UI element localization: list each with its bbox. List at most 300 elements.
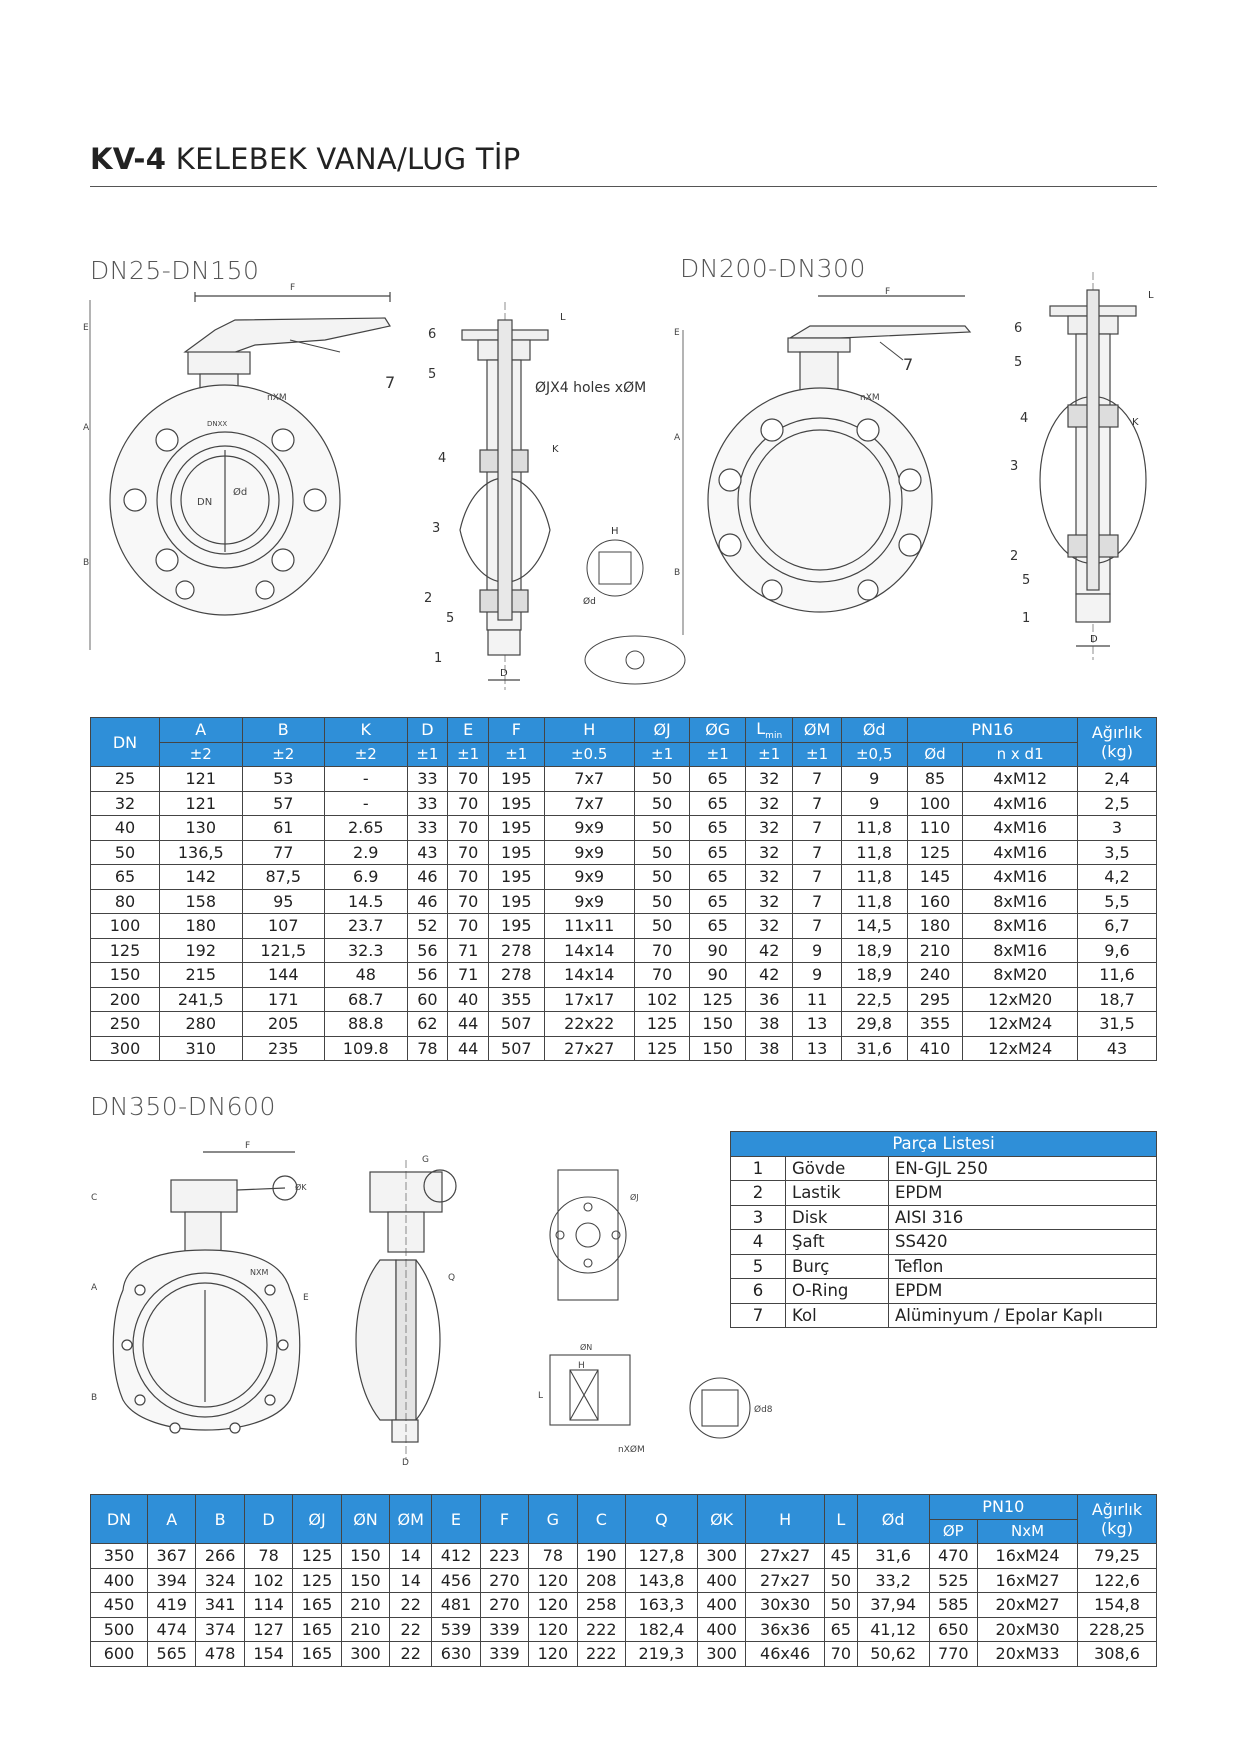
table-cell: 70 — [448, 816, 489, 841]
table-cell: 45 — [824, 1544, 857, 1569]
t1-header-weight: Ağırlık (kg) — [1078, 718, 1157, 767]
table-cell: 500 — [91, 1617, 148, 1642]
parts-row — [731, 1156, 1157, 1181]
callout-h-3: H — [578, 1361, 585, 1371]
table-cell: 650 — [929, 1617, 977, 1642]
table-cell: 70 — [634, 938, 690, 963]
table-cell: 78 — [407, 1036, 448, 1061]
table-cell: 11,8 — [841, 865, 907, 890]
table-row — [91, 1036, 1157, 1061]
t2-header: B — [196, 1495, 244, 1544]
table-cell: 43 — [1078, 1036, 1157, 1061]
table-cell: 41,12 — [857, 1617, 929, 1642]
table-cell: 65 — [690, 791, 746, 816]
table-cell: 27x27 — [544, 1036, 634, 1061]
table-cell: 585 — [929, 1593, 977, 1618]
table-cell: 145 — [907, 865, 963, 890]
table-cell: - — [325, 767, 408, 792]
callout-7: 7 — [385, 373, 396, 392]
table-cell: 50 — [634, 840, 690, 865]
table-cell: 630 — [432, 1642, 480, 1667]
table-cell: 52 — [407, 914, 448, 939]
table-cell: 339 — [480, 1642, 528, 1667]
callout-2-2: 2 — [1010, 549, 1019, 564]
callout-h: H — [611, 526, 619, 537]
t2-header: ØJ — [293, 1495, 341, 1544]
callout-nxm-3: NXM — [250, 1268, 269, 1277]
table-cell: 2.9 — [325, 840, 408, 865]
table-cell: 7 — [793, 840, 841, 865]
table-cell: 53 — [242, 767, 325, 792]
table-row — [91, 1012, 1157, 1037]
table-cell: 33 — [407, 791, 448, 816]
table-cell: 29,8 — [841, 1012, 907, 1037]
t1-header-pn16: PN16 — [907, 718, 1077, 743]
table-cell: 150 — [690, 1036, 746, 1061]
callout-5-2a: 5 — [1014, 355, 1023, 370]
table-cell: 33 — [407, 816, 448, 841]
table-cell: 210 — [341, 1593, 389, 1618]
t1-header-lmin: $L_{min}$ — [746, 718, 793, 743]
table-cell: 65 — [690, 816, 746, 841]
table-cell: 240 — [907, 963, 963, 988]
table-cell: 50 — [634, 914, 690, 939]
callout-f-3: F — [245, 1141, 251, 1151]
table-cell: 4xM16 — [963, 865, 1078, 890]
table-cell: 60 — [407, 987, 448, 1012]
t1-header-e: E — [448, 718, 489, 743]
table-cell: 270 — [480, 1568, 528, 1593]
table-cell: 38 — [746, 1036, 793, 1061]
callout-nxm-2: nXM — [860, 393, 880, 403]
table-cell: 4,2 — [1078, 865, 1157, 890]
table-cell: 180 — [907, 914, 963, 939]
table-cell: 235 — [242, 1036, 325, 1061]
table-cell: 32 — [746, 914, 793, 939]
t2-sub-nxm: NxM — [978, 1519, 1078, 1544]
table-cell: 61 — [242, 816, 325, 841]
t1-header-b: B — [242, 718, 325, 743]
table-cell: 48 — [325, 963, 408, 988]
table-cell: 125 — [907, 840, 963, 865]
table-cell: 507 — [489, 1012, 545, 1037]
callout-5a: 5 — [428, 367, 437, 382]
table-cell: 355 — [489, 987, 545, 1012]
drawing-shaft-detail — [575, 520, 695, 695]
table-cell: 5,5 — [1078, 889, 1157, 914]
parts-cell: O-Ring — [786, 1279, 889, 1304]
table-cell: 410 — [907, 1036, 963, 1061]
parts-cell: EN-GJL 250 — [889, 1156, 1157, 1181]
table-cell: 46 — [407, 889, 448, 914]
drawing-dn200-front — [674, 287, 970, 650]
table-cell: 62 — [407, 1012, 448, 1037]
table-cell: 27x27 — [746, 1568, 825, 1593]
table-cell: 144 — [242, 963, 325, 988]
parts-cell: Kol — [786, 1303, 889, 1328]
table-cell: 228,25 — [1078, 1617, 1157, 1642]
table-row — [91, 1642, 1157, 1667]
table-cell: 56 — [407, 963, 448, 988]
table-cell: 210 — [907, 938, 963, 963]
t1-header-oj: ØJ — [634, 718, 690, 743]
callout-od-detail: Ød — [583, 597, 596, 607]
parts-cell: 7 — [731, 1303, 786, 1328]
table-cell: 9x9 — [544, 840, 634, 865]
table-row — [91, 914, 1157, 939]
table-cell: 50 — [634, 865, 690, 890]
table-cell: 18,9 — [841, 963, 907, 988]
callout-a-3: A — [91, 1283, 98, 1293]
table-cell: 22,5 — [841, 987, 907, 1012]
callout-1: 1 — [434, 651, 443, 666]
table-cell: 171 — [242, 987, 325, 1012]
table-cell: 163,3 — [626, 1593, 698, 1618]
table-cell: 300 — [697, 1544, 745, 1569]
callout-d: D — [500, 668, 508, 679]
callout-6-2: 6 — [1014, 321, 1023, 336]
table-cell: 9 — [793, 938, 841, 963]
table-cell: - — [325, 791, 408, 816]
callout-5b: 5 — [446, 611, 455, 626]
t1-tol-a: ±2 — [160, 742, 243, 767]
callout-nxom: nXØM — [618, 1445, 645, 1455]
t1-header-dn: DN — [91, 718, 160, 767]
table-cell: 195 — [489, 914, 545, 939]
callout-7-2: 7 — [903, 355, 914, 374]
table-cell: 102 — [244, 1568, 292, 1593]
table-cell: 341 — [196, 1593, 244, 1618]
table-cell: 600 — [91, 1642, 148, 1667]
spec-table-dn25-300 — [90, 717, 1157, 1061]
table-cell: 300 — [91, 1036, 160, 1061]
table-cell: 300 — [697, 1642, 745, 1667]
table-cell: 219,3 — [626, 1642, 698, 1667]
table-cell: 27x27 — [746, 1544, 825, 1569]
table-cell: 9x9 — [544, 865, 634, 890]
table-cell: 32 — [91, 791, 160, 816]
table-cell: 9 — [793, 963, 841, 988]
t2-header: H — [746, 1495, 825, 1544]
callout-d-3: D — [402, 1458, 409, 1468]
table-cell: 44 — [448, 1012, 489, 1037]
table-cell: 32.3 — [325, 938, 408, 963]
table-cell: 400 — [91, 1568, 148, 1593]
table-cell: 412 — [432, 1544, 480, 1569]
callout-5-2b: 5 — [1022, 573, 1031, 588]
spec-table-dn350-600 — [90, 1494, 1157, 1667]
table-cell: 195 — [489, 767, 545, 792]
table-cell: 32 — [746, 865, 793, 890]
parts-cell: 4 — [731, 1230, 786, 1255]
drawing-dn200-side — [1010, 270, 1160, 670]
t1-tol-od: ±0,5 — [841, 742, 907, 767]
parts-cell: 1 — [731, 1156, 786, 1181]
table-cell: 78 — [529, 1544, 577, 1569]
table-cell: 31,6 — [841, 1036, 907, 1061]
table-cell: 419 — [148, 1593, 196, 1618]
table-cell: 300 — [341, 1642, 389, 1667]
table-cell: 400 — [697, 1568, 745, 1593]
table-cell: 12xM24 — [963, 1012, 1078, 1037]
callout-dn: DN — [197, 497, 213, 508]
table-cell: 456 — [432, 1568, 480, 1593]
table-cell: 88.8 — [325, 1012, 408, 1037]
table-cell: 11,8 — [841, 816, 907, 841]
table-cell: 324 — [196, 1568, 244, 1593]
table-cell: 250 — [91, 1012, 160, 1037]
table-cell: 13 — [793, 1012, 841, 1037]
table-cell: 22 — [390, 1593, 432, 1618]
table-cell: 7 — [793, 889, 841, 914]
table-cell: 8xM20 — [963, 963, 1078, 988]
t2-header: C — [577, 1495, 625, 1544]
table-cell: 6.9 — [325, 865, 408, 890]
table-cell: 142 — [160, 865, 243, 890]
parts-row — [731, 1303, 1157, 1328]
callout-k-2: K — [1132, 417, 1139, 428]
t1-header-og: ØG — [690, 718, 746, 743]
table-cell: 14 — [390, 1544, 432, 1569]
table-cell: 50 — [634, 889, 690, 914]
table-cell: 394 — [148, 1568, 196, 1593]
table-cell: 195 — [489, 791, 545, 816]
t2-header: DN — [91, 1495, 148, 1544]
parts-cell: 3 — [731, 1205, 786, 1230]
callout-f: F — [290, 283, 296, 293]
table-cell: 400 — [697, 1617, 745, 1642]
table-cell: 9x9 — [544, 889, 634, 914]
t2-header: ØM — [390, 1495, 432, 1544]
table-cell: 50 — [824, 1593, 857, 1618]
t2-header: D — [244, 1495, 292, 1544]
table-cell: 125 — [91, 938, 160, 963]
table-cell: 150 — [690, 1012, 746, 1037]
t1-tol-lmin: ±1 — [746, 742, 793, 767]
table-cell: 2,4 — [1078, 767, 1157, 792]
callout-f-2: F — [885, 287, 891, 297]
table-cell: 11 — [793, 987, 841, 1012]
table-cell: 507 — [489, 1036, 545, 1061]
page-title: KV-4 KELEBEK VANA/LUG TİP — [90, 142, 521, 176]
table-cell: 65 — [91, 865, 160, 890]
table-cell: 210 — [341, 1617, 389, 1642]
table-cell: 9 — [841, 767, 907, 792]
parts-row — [731, 1254, 1157, 1279]
table-cell: 16xM27 — [978, 1568, 1078, 1593]
table-cell: 65 — [690, 767, 746, 792]
table-cell: 70 — [448, 865, 489, 890]
callout-l-3: L — [538, 1391, 544, 1401]
table-cell: 8xM16 — [963, 889, 1078, 914]
table-cell: 40 — [448, 987, 489, 1012]
t1-tol-e: ±1 — [448, 742, 489, 767]
table-cell: 32 — [746, 816, 793, 841]
table-cell: 270 — [480, 1593, 528, 1618]
table-cell: 18,7 — [1078, 987, 1157, 1012]
table-cell: 90 — [690, 938, 746, 963]
table-cell: 154 — [244, 1642, 292, 1667]
table-cell: 4xM16 — [963, 840, 1078, 865]
callout-e-3: E — [303, 1293, 309, 1303]
table-cell: 278 — [489, 963, 545, 988]
table-cell: 7 — [793, 865, 841, 890]
table-cell: 481 — [432, 1593, 480, 1618]
table-cell: 7x7 — [544, 767, 634, 792]
table-cell: 80 — [91, 889, 160, 914]
table-cell: 241,5 — [160, 987, 243, 1012]
parts-cell: Lastik — [786, 1181, 889, 1206]
table-cell: 205 — [242, 1012, 325, 1037]
parts-cell: Gövde — [786, 1156, 889, 1181]
parts-cell: EPDM — [889, 1279, 1157, 1304]
table-cell: 266 — [196, 1544, 244, 1569]
table-cell: 310 — [160, 1036, 243, 1061]
table-cell: 122,6 — [1078, 1568, 1157, 1593]
table-row — [91, 963, 1157, 988]
table-cell: 12xM24 — [963, 1036, 1078, 1061]
table-cell: 222 — [577, 1642, 625, 1667]
callout-od: Ød — [233, 487, 248, 498]
table-cell: 130 — [160, 816, 243, 841]
table-cell: 2,5 — [1078, 791, 1157, 816]
callout-ok: ØK — [295, 1183, 307, 1192]
parts-list-table — [730, 1131, 1157, 1328]
table-cell: 70 — [448, 791, 489, 816]
t1-header-d: D — [407, 718, 448, 743]
table-cell: 109.8 — [325, 1036, 408, 1061]
table-cell: 46x46 — [746, 1642, 825, 1667]
table-cell: 143,8 — [626, 1568, 698, 1593]
table-cell: 11,8 — [841, 889, 907, 914]
t1-tol-b: ±2 — [242, 742, 325, 767]
table-cell: 100 — [91, 914, 160, 939]
table-cell: 120 — [529, 1568, 577, 1593]
table-row — [91, 889, 1157, 914]
table-cell: 150 — [91, 963, 160, 988]
table-cell: 7x7 — [544, 791, 634, 816]
table-cell: 192 — [160, 938, 243, 963]
table-cell: 208 — [577, 1568, 625, 1593]
title-divider — [90, 186, 1157, 187]
section-label-dn200-dn300: DN200-DN300 — [680, 254, 866, 283]
callout-3-2: 3 — [1010, 459, 1019, 474]
table-cell: 3,5 — [1078, 840, 1157, 865]
table-cell: 57 — [242, 791, 325, 816]
callout-4: 4 — [438, 451, 447, 466]
t2-header: PN10 — [929, 1495, 1077, 1520]
parts-cell: 6 — [731, 1279, 786, 1304]
table-cell: 65 — [690, 865, 746, 890]
table-cell: 71 — [448, 938, 489, 963]
table-cell: 258 — [577, 1593, 625, 1618]
callout-l: L — [560, 312, 566, 323]
table-cell: 539 — [432, 1617, 480, 1642]
table-cell: 158 — [160, 889, 243, 914]
table-cell: 278 — [489, 938, 545, 963]
t1-tol-om: ±1 — [793, 742, 841, 767]
table-cell: 136,5 — [160, 840, 243, 865]
table-cell: 154,8 — [1078, 1593, 1157, 1618]
table-cell: 125 — [293, 1568, 341, 1593]
table-cell: 121 — [160, 791, 243, 816]
callout-e-2: E — [674, 328, 680, 338]
callout-l-2: L — [1148, 290, 1154, 301]
table-cell: 367 — [148, 1544, 196, 1569]
table-cell: 4xM12 — [963, 767, 1078, 792]
t2-header: F — [480, 1495, 528, 1544]
table-cell: 121 — [160, 767, 243, 792]
t1-header-om: ØM — [793, 718, 841, 743]
table-cell: 50 — [634, 767, 690, 792]
table-cell: 525 — [929, 1568, 977, 1593]
parts-cell: Disk — [786, 1205, 889, 1230]
table-cell: 9x9 — [544, 816, 634, 841]
table-cell: 374 — [196, 1617, 244, 1642]
table-cell: 478 — [196, 1642, 244, 1667]
table-cell: 65 — [824, 1617, 857, 1642]
table-row — [91, 840, 1157, 865]
parts-cell: EPDM — [889, 1181, 1157, 1206]
table-cell: 12xM20 — [963, 987, 1078, 1012]
parts-cell: Teflon — [889, 1254, 1157, 1279]
parts-cell: Alüminyum / Epolar Kaplı — [889, 1303, 1157, 1328]
table-cell: 36 — [746, 987, 793, 1012]
table-cell: 18,9 — [841, 938, 907, 963]
table-cell: 474 — [148, 1617, 196, 1642]
table-cell: 42 — [746, 938, 793, 963]
table-cell: 31,6 — [857, 1544, 929, 1569]
table-cell: 120 — [529, 1593, 577, 1618]
table-cell: 71 — [448, 963, 489, 988]
table-cell: 70 — [634, 963, 690, 988]
valve-mark: DNXX — [207, 420, 228, 428]
table-cell: 107 — [242, 914, 325, 939]
t1-header-od: Ød — [841, 718, 907, 743]
t1-header-h: H — [544, 718, 634, 743]
table-cell: 180 — [160, 914, 243, 939]
drawing-dn25-front — [83, 283, 405, 690]
t2-header: G — [529, 1495, 577, 1544]
t1-tol-d: ±1 — [407, 742, 448, 767]
table-cell: 114 — [244, 1593, 292, 1618]
t1-header-k: K — [325, 718, 408, 743]
callout-a-2: A — [674, 433, 681, 443]
table-cell: 17x17 — [544, 987, 634, 1012]
callout-b-3: B — [91, 1393, 98, 1403]
table-row — [91, 767, 1157, 792]
table-cell: 79,25 — [1078, 1544, 1157, 1569]
table-cell: 120 — [529, 1617, 577, 1642]
table-cell: 32 — [746, 767, 793, 792]
callout-c: C — [91, 1193, 98, 1203]
table-cell: 95 — [242, 889, 325, 914]
parts-cell: Şaft — [786, 1230, 889, 1255]
table-cell: 190 — [577, 1544, 625, 1569]
table-cell: 215 — [160, 963, 243, 988]
t1-tol-k: ±2 — [325, 742, 408, 767]
table-cell: 4xM16 — [963, 791, 1078, 816]
table-cell: 20xM27 — [978, 1593, 1078, 1618]
table-cell: 400 — [697, 1593, 745, 1618]
table-cell: 32 — [746, 840, 793, 865]
table-cell: 70 — [448, 889, 489, 914]
callout-holes: ØJX4 holes xØM — [535, 380, 647, 396]
t2-header: Ağırlık (kg) — [1078, 1495, 1157, 1544]
drawing-dn350-front — [85, 1140, 325, 1470]
table-cell: 70 — [824, 1642, 857, 1667]
t1-tol-f: ±1 — [489, 742, 545, 767]
